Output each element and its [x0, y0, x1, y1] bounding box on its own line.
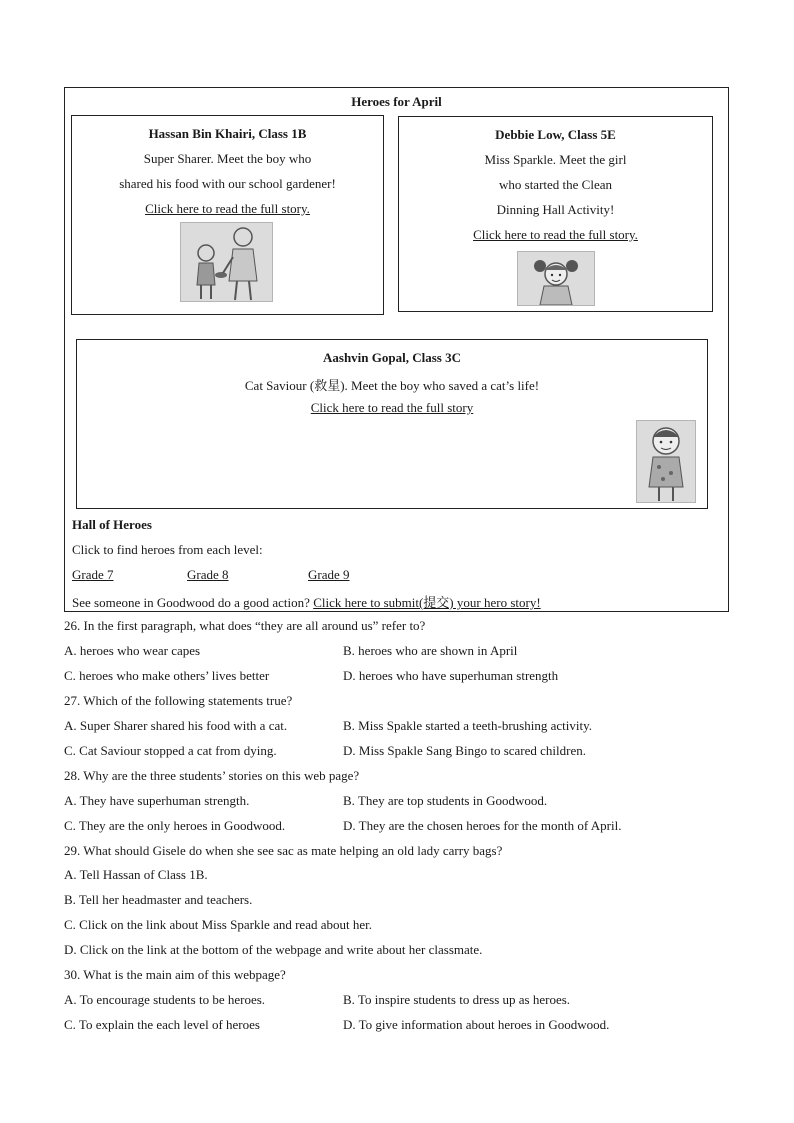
question-stem: 30. What is the main aim of this webpage? — [64, 967, 286, 982]
question-stem: 29. What should Gisele do when she see sac as mate helping an old lady carry bags? — [64, 843, 503, 858]
hero-card-aashvin — [76, 339, 708, 509]
question-option: D. To give information about heroes in Goodwood. — [343, 1017, 610, 1032]
heroes-webpage-box — [64, 87, 729, 612]
hero-description: Dinning Hall Activity! — [496, 202, 615, 217]
question-option: A. heroes who wear capes — [64, 643, 201, 658]
hall-subtitle: Click to find heroes from each level: — [72, 542, 263, 557]
question-option: D. heroes who have superhuman strength — [343, 668, 559, 683]
grade-9-link[interactable]: Grade 9 — [308, 567, 350, 582]
question-option: C. To explain the each level of heroes — [64, 1017, 260, 1032]
question-option: B. They are top students in Goodwood. — [343, 793, 548, 808]
hassan-illustration — [180, 222, 273, 302]
page-title: Heroes for April — [351, 94, 442, 109]
question-option: C. heroes who make others’ lives better — [64, 668, 270, 683]
read-story-link[interactable]: Click here to read the full story. — [473, 227, 638, 242]
hero-name: Aashvin Gopal, Class 3C — [323, 350, 461, 365]
question-option: D. They are the chosen heroes for the month of April. — [343, 818, 622, 833]
aashvin-illustration — [636, 420, 696, 503]
question-stem: 26. In the first paragraph, what does “they are all around us” refer to? — [64, 618, 426, 633]
question-option: B. To inspire students to dress up as heroes. — [343, 992, 571, 1007]
question-option: B. Miss Spakle started a teeth-brushing activity. — [343, 718, 592, 733]
hall-of-heroes-title: Hall of Heroes — [72, 517, 152, 532]
read-story-link[interactable]: Click here to read the full story — [310, 400, 474, 415]
hero-name: Debbie Low, Class 5E — [495, 127, 616, 142]
grade-7-link[interactable]: Grade 7 — [72, 567, 114, 582]
submit-line — [72, 592, 541, 611]
debbie-illustration — [517, 251, 595, 306]
read-story-link[interactable]: Click here to read the full story. — [145, 201, 310, 216]
submit-story-link[interactable]: Click here to submit(提交) your hero story! — [313, 595, 541, 610]
question-option: C. Cat Saviour stopped a cat from dying. — [64, 743, 277, 758]
question-stem: 27. Which of the following statements true? — [64, 693, 293, 708]
submit-prefix: See someone in Goodwood do a good action? — [72, 595, 310, 610]
question-option: A. They have superhuman strength. — [64, 793, 250, 808]
question-option: D. Miss Spakle Sang Bingo to scared children. — [343, 743, 586, 758]
hero-description: Miss Sparkle. Meet the girl — [484, 152, 627, 167]
hero-card-hassan — [71, 115, 384, 315]
hero-description: Super Sharer. Meet the boy who — [143, 151, 312, 166]
hero-name: Hassan Bin Khairi, Class 1B — [148, 126, 307, 141]
question-option: C. They are the only heroes in Goodwood. — [64, 818, 286, 833]
question-option: A. Tell Hassan of Class 1B. — [64, 867, 208, 882]
question-option: A. Super Sharer shared his food with a cat. — [64, 718, 288, 733]
question-option: B. heroes who are shown in April — [343, 643, 518, 658]
question-option: D. Click on the link at the bottom of the webpage and write about her classmate. — [64, 942, 483, 957]
question-option: C. Click on the link about Miss Sparkle and read about her. — [64, 917, 372, 932]
question-option: A. To encourage students to be heroes. — [64, 992, 266, 1007]
hero-description: who started the Clean — [499, 177, 612, 192]
hero-description: Cat Saviour (救星). Meet the boy who saved a cat’s life! — [244, 378, 540, 393]
hero-card-debbie — [398, 116, 713, 312]
hero-description: shared his food with our school gardener! — [119, 176, 336, 191]
question-stem: 28. Why are the three students’ stories on this web page? — [64, 768, 360, 783]
grade-8-link[interactable]: Grade 8 — [187, 567, 229, 582]
question-option: B. Tell her headmaster and teachers. — [64, 892, 253, 907]
